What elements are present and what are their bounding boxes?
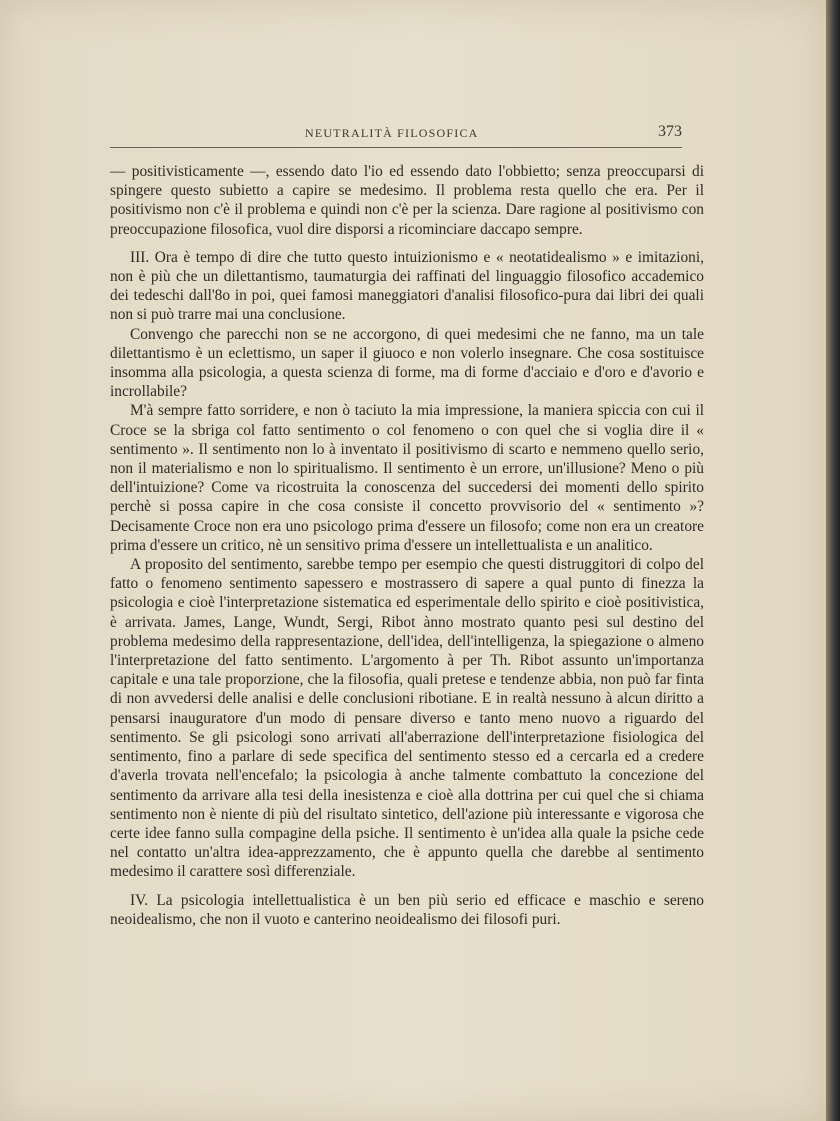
paragraph-continuation: — positivisticamente —, essendo dato l'io ed essendo dato l'obbietto; senza preoccuparsi di spingere questo subietto a capire se medesimo. Il problema resta quello che era. Per il positivismo non c'è il problema e quindi non c'è per la scienza. Dare ragione al positivismo con preoccupazione filosofica, vuol dire disporsi a ricominciare daccapo sempre. — [110, 163, 704, 238]
page-edge — [826, 0, 840, 1121]
running-title: NEUTRALITÀ FILOSOFICA — [305, 126, 479, 140]
paragraph-section-iii: III. Ora è tempo di dire che tutto questo intuizionismo e « neotatidealismo » e imitazioni, non è più che un dilettantismo, taumaturgia dei raffinati del linguaggio filosofico accademico dei tedeschi dall'8o in poi, quei famosi maneggiatori d'analisi filosofico-pura dai libri dei quali non si può trarre mai una conclusione. — [110, 248, 704, 324]
page-number: 373 — [658, 123, 682, 140]
paragraph: A proposito del sentimento, sarebbe tempo per esempio che questi distruggitori di colpo del fatto o fenomeno sentimento sapessero e mostrassero di sapere a qual punto di finezza la psicologia e cioè l'interpretazione sistematica ed esperimentale dello spirito e cioè positivistica, è arrivata. James, Lange, Wundt, Sergi, Ribot ànno mostrato quanto pesi sul destino del problema medesimo della rappresentazione, dell'idea, dell'intelligenza, la spiegazione o almeno l'interpretazione del fatto sentimento. L'argomento à per Th. Ribot assunto un'importanza capitale e una tale proporzione, che la filosofia, quali pretese e tendenze abbia, non può far finta di non avvedersi delle analisi e delle conclusioni ribotiane. E in realtà nessuno à alcun diritto a pensarsi inauguratore d'un modo di pensare diverso e tanto meno nuovo a riguardo del sentimento. Se gli psicologi sono arrivati all'aberrazione dell'interpretazione fisiologica del sentimento, fino a parlare di sede specifica del sentimento stesso ed a cercarla ed a credere d'averla trovata nell'encefalo; la psicologia à anche talmente combattuto la concezione del sentimento da arrivare alla tesi della inesistenza e cioè alla dottrina per cui quel che si chiama sentimento non è niente di più del risultato sintetico, dell'azione più interessante e vigorosa che certe idee fanno sulla compagine della psiche. Il sentimento è un'idea alla quale la psiche cede nel contatto un'altra idea-apprezzamento, che è appunto quella che darebbe al sentimento medesimo il carattere sosì differenziale. — [110, 556, 704, 881]
body-text — [110, 162, 704, 929]
paragraph: M'à sempre fatto sorridere, e non ò taciuto la mia impressione, la maniera spiccia con cui il Croce se la sbriga col fatto sentimento o col fenomeno o con quel che si voglia dire il « sentimento ». Il sentimento non lo à inventato il positivismo di scarto e nemmeno quello serio, non il materialismo e non lo spiritualismo. Il sentimento è un errore, un'illusione? Meno o più dell'intuizione? Come va ricostruita la conoscenza del succedersi dei momenti dello spirito perchè si possa capire in che cosa consiste il concetto provvisorio del « sentimento »? Decisamente Croce non era uno psicologo prima d'essere un filosofo; come non era un creatore prima d'essere un critico, nè un sensitivo prima d'essere un intellettualista e un analitico. — [110, 402, 704, 554]
paragraph-section-iv: IV. La psicologia intellettualistica è un ben più serio ed efficace e maschio e sereno neoidealismo, che non il vuoto e canterino neoidealismo dei filosofi puri. — [110, 891, 704, 928]
paragraph: Convengo che parecchi non se ne accorgono, di quei medesimi che ne fanno, ma un tale dilettantismo è un eclettismo, un saper il giuoco e non volerlo insegnare. Che cosa sostituisce insomma alla psicologia, a questa scienza di forme, ma di forme d'acciaio e d'oro e d'avorio e incrollabile? — [110, 325, 704, 401]
page-header — [110, 123, 682, 148]
